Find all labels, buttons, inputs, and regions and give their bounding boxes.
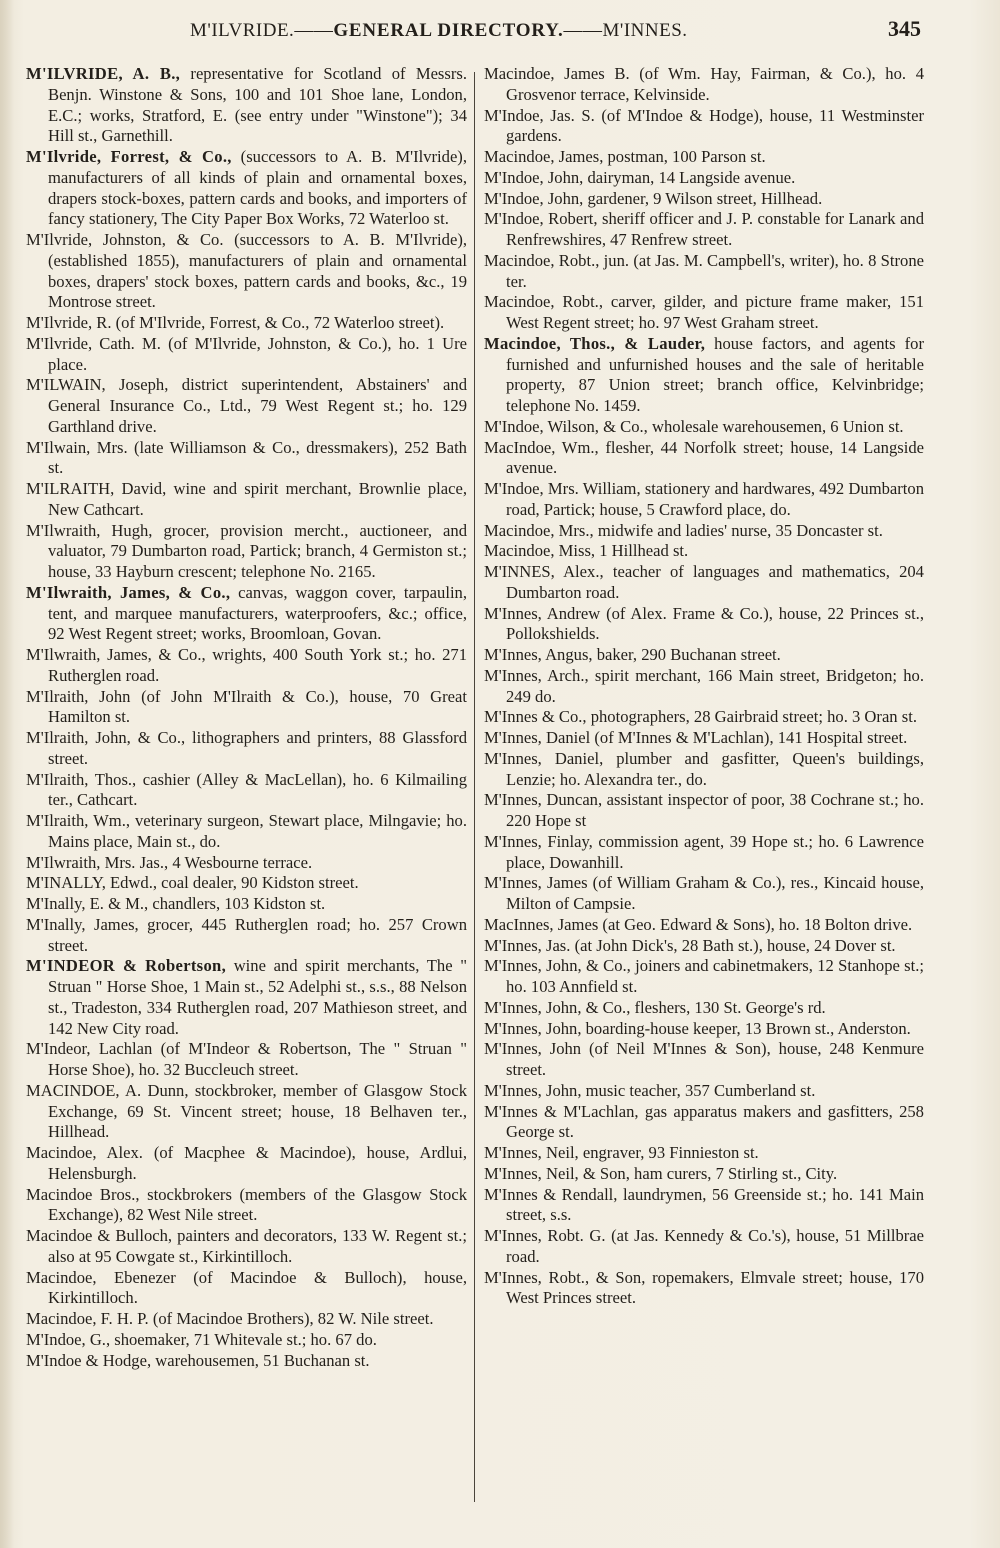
entry-name: M'Ilvride, Cath. M.: [26, 333, 161, 353]
directory-entry: [26, 1081, 467, 1143]
entry-name: Macindoe, Miss,: [484, 541, 596, 561]
entry-details: (of Macphee & Macindoe), house, Ardlui, Helensburgh.: [48, 1143, 467, 1183]
directory-entry: [26, 811, 467, 853]
entry-name: M'Indoe, John,: [484, 188, 584, 208]
directory-entry: [484, 1268, 924, 1310]
entry-name: M'Inally, James,: [26, 914, 139, 934]
entry-name: M'Ilraith, Wm.,: [26, 811, 130, 830]
directory-entry: [484, 956, 924, 998]
entry-name: M'Indoe, John,: [484, 167, 584, 187]
directory-entry: [26, 770, 467, 812]
entry-name: M'ILWAIN, Joseph,: [26, 375, 169, 395]
entry-name: Macindoe, Ebenezer: [26, 1267, 176, 1287]
entry-name: Macindoe, Robt., jun.: [484, 250, 630, 270]
entry-name: M'Ilwraith, Hugh,: [26, 520, 153, 540]
directory-entry: [484, 541, 924, 562]
left-column: [26, 64, 467, 1371]
directory-entry: [26, 583, 467, 645]
entry-details: veterinary surgeon, Stewart place, Milngavie; ho. Mains place, Main st., do.: [48, 811, 467, 851]
entry-name: M'Indoe, Wilson, & Co.,: [484, 416, 648, 436]
entry-details: photographers, 28 Gairbraid street; ho. 3 Oran st.: [586, 707, 917, 727]
entry-name: M'Innes, Angus,: [484, 645, 593, 664]
directory-entry: [484, 1039, 924, 1081]
entry-details: assistant inspector of poor, 38 Cochrane st.; ho. 220 Hope st: [506, 790, 924, 830]
directory-entry: [26, 438, 467, 480]
directory-entry: [26, 645, 467, 687]
entry-name: Macindoe, Thos., & Lauder,: [484, 333, 706, 353]
entry-details: engraver, 93 Finnieston st.: [578, 1143, 759, 1162]
entry-details: sheriff officer and J. P. constable for Lanark and Renfrewshires, 47 Renfrew street.: [506, 209, 924, 249]
header-dash-2: ——: [563, 20, 603, 41]
entry-details: (of M'Ilvride, Forrest, & Co., 72 Waterloo street).: [111, 313, 445, 332]
directory-entry: [484, 251, 924, 293]
entry-details: shoemaker, 71 Whitevale st.; ho. 67 do.: [110, 1329, 377, 1349]
entry-details: stationery and hardwares, 492 Dumbarton road, Partick; house, 5 Crawford place, do.: [506, 479, 925, 519]
entry-name: M'Innes & Rendall,: [484, 1184, 618, 1204]
entry-details: (of Macindoe & Bulloch), house, Kirkintilloch.: [48, 1267, 467, 1308]
directory-entry: [26, 1226, 467, 1268]
directory-entry: [26, 1330, 467, 1351]
directory-entry: [26, 915, 467, 957]
entry-name: MacIndoe, Wm.,: [484, 437, 599, 457]
entry-details: gardener, 9 Wilson street, Hillhead.: [583, 188, 823, 208]
column-divider: [474, 72, 475, 1502]
directory-entry: [26, 1351, 467, 1372]
header-middle-title: GENERAL DIRECTORY.: [333, 20, 564, 41]
entry-details: spirit merchant, 166 Main street, Bridgeton; ho. 249 do.: [506, 665, 924, 706]
header-dash-1: ——: [294, 20, 334, 41]
entry-details: ham curers, 7 Stirling st., City.: [629, 1163, 838, 1183]
entry-details: (at Jas. M. Campbell's, writer), ho. 8 Strone ter.: [506, 250, 924, 291]
entry-details: gas apparatus makers and gasfitters, 258 George st.: [506, 1101, 924, 1142]
entry-name: M'Innes, John: [484, 1039, 582, 1059]
directory-entry: [484, 604, 924, 646]
entry-details: warehousemen, 51 Buchanan st.: [151, 1350, 370, 1370]
entry-name: M'Indoe, G.,: [26, 1329, 111, 1349]
entry-details: (of Neil M'Innes & Son), house, 248 Kenmure street.: [506, 1039, 924, 1079]
entry-details: district superintendent, Abstainers' and General Insurance Co., Ltd., 79 West Regent st.; ho. 129 Garthland drive.: [48, 375, 467, 436]
entry-name: Macindoe, Robt.,: [484, 292, 603, 312]
directory-entry: [26, 521, 467, 583]
entry-name: Macindoe, F. H. P.: [26, 1309, 149, 1328]
entry-details: joiners and cabinetmakers, 12 Stanhope st.; ho. 103 Annfield st.: [506, 956, 924, 996]
directory-entry: [484, 521, 924, 542]
entry-details: plumber and gasfitter, Queen's buildings, Lenzie; ho. Alexandra ter., do.: [506, 748, 924, 789]
directory-entry: [26, 894, 467, 915]
page-number: 345: [888, 16, 921, 41]
running-header: [0, 14, 1000, 54]
entry-name: Macindoe Bros.,: [26, 1184, 140, 1204]
entry-details: wrights, 400 South York st.; ho. 271 Rutherglen road.: [48, 645, 468, 685]
entry-details: grocer, 445 Rutherglen road; ho. 257 Crown street.: [48, 914, 467, 955]
entry-details: house factors, and agents for furnished and unfurnished houses and the sale of heritable property, 87 Union street; branch office, Kelvinbridge; telephone No. 1459.: [506, 333, 924, 415]
entry-details: wholesale warehousemen, 6 Union st.: [647, 416, 904, 436]
right-column: [484, 64, 924, 1309]
directory-entry: [484, 936, 924, 957]
entry-name: M'Indoe & Hodge,: [26, 1350, 152, 1370]
entry-details: (successors to A. B. M'Ilvride), (established 1855), manufacturers of plain and ornamental boxes, drapers' stock boxes, pattern cards and books, &c., 19 Montrose street.: [48, 230, 467, 312]
entry-name: M'Innes, Neil,: [484, 1143, 579, 1162]
entry-name: M'Ilwain, Mrs.: [26, 437, 128, 457]
directory-entry: [484, 790, 924, 832]
directory-entry: [484, 147, 924, 168]
directory-entry: [484, 479, 924, 521]
entry-details: canvas, waggon cover, tarpaulin, tent, and marquee manufacturers, waterproofers, &c.; office, 92 West Regent street; works, Broomloan, Govan.: [48, 582, 467, 644]
entry-details: painters and decorators, 133 W. Regent st.; also at 95 Cowgate st., Kirkintilloch.: [48, 1226, 467, 1266]
directory-entry: [484, 64, 924, 106]
directory-entry: [484, 1185, 924, 1227]
entry-details: (of Alex. Frame & Co.), house, 22 Princes st., Pollokshields.: [506, 603, 924, 644]
entry-details: teacher of languages and mathematics, 204 Dumbarton road.: [506, 562, 924, 602]
entry-details: lithographers and printers, 88 Glassford street.: [48, 728, 467, 768]
entry-name: M'Ilraith, John, & Co.,: [26, 728, 186, 747]
entry-name: M'Ilvride, Johnston, & Co.: [26, 230, 224, 249]
entry-name: M'Innes, Duncan,: [484, 790, 603, 810]
entry-name: Macindoe, Mrs.,: [484, 520, 594, 540]
entry-name: M'Innes, Robt. G.: [484, 1226, 606, 1245]
entry-details: 4 Wesbourne terrace.: [168, 852, 313, 872]
entry-name: M'Innes, John, & Co.,: [484, 997, 631, 1017]
entry-details: (of Wm. Hay, Fairman, & Co.), ho. 4 Grosvenor terrace, Kelvinside.: [506, 64, 924, 104]
entry-details: (of M'Indeor & Robertson, The " Struan " Horse Shoe), ho. 32 Buccleuch street.: [48, 1039, 467, 1079]
directory-entry: [484, 1226, 924, 1268]
entry-details: (at Jas. Kennedy & Co.'s), house, 51 Millbrae road.: [506, 1226, 924, 1266]
binding-shadow: [0, 0, 14, 1548]
entry-details: ropemakers, Elmvale street; house, 170 West Princes street.: [506, 1267, 924, 1308]
entry-name: M'Indoe, Mrs. William,: [484, 479, 641, 498]
entry-details: (late Williamson & Co., dressmakers), 252 Bath st.: [48, 437, 467, 478]
entry-name: M'Innes, James: [484, 873, 588, 893]
directory-entry: [484, 1143, 924, 1164]
entry-details: dairyman, 14 Langside avenue.: [583, 167, 796, 187]
directory-entry: [484, 728, 924, 749]
entry-details: postman, 100 Parson st.: [603, 147, 766, 166]
entry-details: boarding-house keeper, 13 Brown st., Anderston.: [581, 1018, 911, 1038]
entry-name: M'Innes, Robt., & Son,: [484, 1267, 646, 1287]
directory-entry: [484, 873, 924, 915]
directory-entry: [484, 292, 924, 334]
entry-details: laundrymen, 56 Greenside st.; ho. 141 Main street, s.s.: [506, 1184, 925, 1225]
directory-entry: [484, 168, 924, 189]
directory-entry: [484, 749, 924, 791]
directory-entry: [26, 1309, 467, 1330]
entry-details: (of William Graham & Co.), res., Kincaid house, Milton of Campsie.: [506, 873, 924, 913]
directory-entry: [26, 1185, 467, 1227]
directory-entry: [484, 1102, 924, 1144]
entry-name: M'Innes, Jas.: [484, 935, 571, 955]
entry-name: M'Innes, Arch.,: [484, 665, 589, 685]
directory-entry: [484, 915, 924, 936]
directory-entry: [26, 334, 467, 376]
entry-details: stockbroker, member of Glasgow Stock Exchange, 69 St. Vincent street; house, 18 Belhaven ter., Hillhead.: [48, 1080, 468, 1142]
entry-name: M'Innes, John,: [484, 1080, 582, 1100]
entry-details: (at John Dick's, 28 Bath st.), house, 24 Dover st.: [570, 935, 896, 955]
directory-entry: [484, 334, 924, 417]
entry-details: chandlers, 103 Kidston st.: [148, 894, 326, 913]
entry-name: M'Innes, Neil, & Son,: [484, 1163, 630, 1183]
directory-entry: [26, 375, 467, 437]
entry-name: M'Ilvride, Forrest, & Co.,: [26, 147, 232, 166]
entry-name: M'ILVRIDE, A. B.,: [26, 64, 181, 83]
directory-entry: [484, 707, 924, 728]
entry-name: M'Innes & M'Lachlan,: [484, 1101, 639, 1121]
directory-entry: [484, 666, 924, 708]
entry-name: M'Innes, Daniel: [484, 728, 591, 747]
directory-entry: [484, 1164, 924, 1185]
entry-details: midwife and ladies' nurse, 35 Doncaster st.: [593, 520, 883, 540]
directory-entry: [26, 147, 467, 230]
entry-details: stockbrokers (members of the Glasgow Stock Exchange), 82 West Nile street.: [48, 1184, 467, 1225]
directory-entry: [26, 956, 467, 1039]
entry-name: M'ILRAITH, David,: [26, 479, 167, 498]
running-title: [190, 20, 688, 42]
directory-entry: [26, 873, 467, 894]
entry-details: carver, gilder, and picture frame maker, 151 West Regent street; ho. 97 West Graham street.: [506, 292, 924, 332]
entry-details: baker, 290 Buchanan street.: [592, 645, 781, 664]
directory-entry: [26, 1039, 467, 1081]
entry-name: M'Innes, John,: [484, 1018, 582, 1038]
entry-details: (of Macindoe Brothers), 82 W. Nile street.: [148, 1309, 434, 1328]
entry-name: M'Ilwraith, Mrs. Jas.,: [26, 852, 169, 872]
entry-details: (at Geo. Edward & Sons), ho. 18 Bolton drive.: [598, 914, 913, 934]
directory-entry: [484, 438, 924, 480]
directory-entry: [26, 479, 467, 521]
directory-entry: [484, 106, 924, 148]
directory-entry: [484, 645, 924, 666]
entry-name: M'Indoe, Robert,: [484, 209, 598, 229]
entry-name: M'Ilvride, R.: [26, 313, 112, 332]
directory-entry: [26, 853, 467, 874]
directory-entry: [484, 209, 924, 251]
entry-name: Macindoe, James,: [484, 147, 604, 166]
directory-entry: [484, 189, 924, 210]
entry-details: (successors to A. B. M'Ilvride), manufacturers of all kinds of plain and ornamental boxes, drapers stock-boxes, pattern cards and books, and importers of fancy stationery, The City Paper Box Works, 72 Waterloo st.: [48, 147, 467, 229]
entry-details: (of M'Ilvride, Johnston, & Co.), ho. 1 Ure place.: [48, 333, 468, 374]
entry-name: M'Indeor, Lachlan: [26, 1039, 153, 1059]
entry-name: M'Ilraith, Thos.,: [26, 769, 137, 789]
entry-name: M'Indoe, Jas. S.: [484, 105, 595, 125]
entry-details: coal dealer, 90 Kidston street.: [157, 873, 359, 893]
entry-name: M'INNES, Alex.,: [484, 562, 604, 581]
entry-details: wine and spirit merchant, Brownlie place, New Cathcart.: [48, 479, 467, 519]
header-left-word: M'ILVRIDE.: [190, 20, 295, 41]
directory-entry: [26, 1268, 467, 1310]
entry-details: music teacher, 357 Cumberland st.: [581, 1080, 816, 1100]
directory-entry: [26, 64, 467, 147]
entry-details: flesher, 44 Norfolk street; house, 14 Langside avenue.: [506, 437, 925, 478]
entry-details: grocer, provision mercht., auctioneer, and valuator, 79 Dumbarton road, Partick; branch, 4 Germiston st.; house, 33 Hayburn crescent; telephone No. 2165.: [48, 520, 468, 581]
directory-entry: [26, 687, 467, 729]
entry-details: cashier (Alley & MacLellan), ho. 6 Kilmailing ter., Cathcart.: [48, 769, 467, 810]
directory-entry: [484, 417, 924, 438]
entry-name: Macindoe & Bulloch,: [26, 1226, 173, 1245]
directory-entry: [484, 832, 924, 874]
entry-name: MACINDOE, A. Dunn,: [26, 1080, 189, 1100]
entry-name: Macindoe, Alex.: [26, 1143, 143, 1162]
entry-name: Macindoe, James B.: [484, 64, 630, 83]
directory-entry: [484, 1081, 924, 1102]
entry-details: commission agent, 39 Hope st.; ho. 6 Lawrence place, Dowanhill.: [506, 831, 924, 872]
entry-name: M'Innes, Finlay,: [484, 831, 593, 851]
entry-name: MacInnes, James: [484, 914, 599, 934]
entry-details: (of M'Indoe & Hodge), house, 11 Westminster gardens.: [506, 105, 924, 146]
entry-name: M'Ilwraith, James, & Co.,: [26, 582, 231, 602]
entry-details: (of M'Innes & M'Lachlan), 141 Hospital street.: [590, 728, 908, 747]
entry-name: M'INDEOR & Robertson,: [26, 956, 227, 976]
entry-name: M'Innes, John, & Co.,: [484, 956, 631, 976]
entry-name: M'Innes, Andrew: [484, 603, 601, 623]
entry-details: (of John M'Ilraith & Co.), house, 70 Great Hamilton st.: [48, 686, 467, 727]
entry-name: M'Innes & Co.,: [484, 707, 587, 727]
entry-name: M'Inally, E. & M.,: [26, 894, 149, 913]
directory-entry: [484, 998, 924, 1019]
directory-entry: [26, 1143, 467, 1185]
header-right-word: M'INNES.: [602, 20, 688, 41]
entry-name: M'Ilraith, John: [26, 686, 131, 706]
entry-name: M'INALLY, Edwd.,: [26, 873, 157, 893]
directory-entry: [484, 562, 924, 604]
entry-details: wine and spirit merchants, The " Struan " Horse Shoe, 1 Main st., 52 Adelphi st., s.s., 88 Nelson st., Tradeston, 334 Rutherglen road, 207 Mathieson street, and 142 New City road.: [48, 956, 467, 1038]
directory-entry: [26, 230, 467, 313]
entry-details: representative for Scotland of Messrs. Benjn. Winstone & Sons, 100 and 101 Shoe lane, London, E.C.; works, Stratford, E. (see entry under "Winstone"); 34 Hill st., Garnethill.: [48, 64, 467, 146]
entry-details: 1 Hillhead st.: [595, 541, 689, 561]
directory-entry: [26, 313, 467, 334]
entry-name: M'Ilwraith, James, & Co.,: [26, 645, 206, 664]
directory-entry: [26, 728, 467, 770]
entry-details: fleshers, 130 St. George's rd.: [630, 997, 826, 1017]
directory-entry: [484, 1019, 924, 1040]
entry-name: M'Innes, Daniel,: [484, 748, 604, 768]
